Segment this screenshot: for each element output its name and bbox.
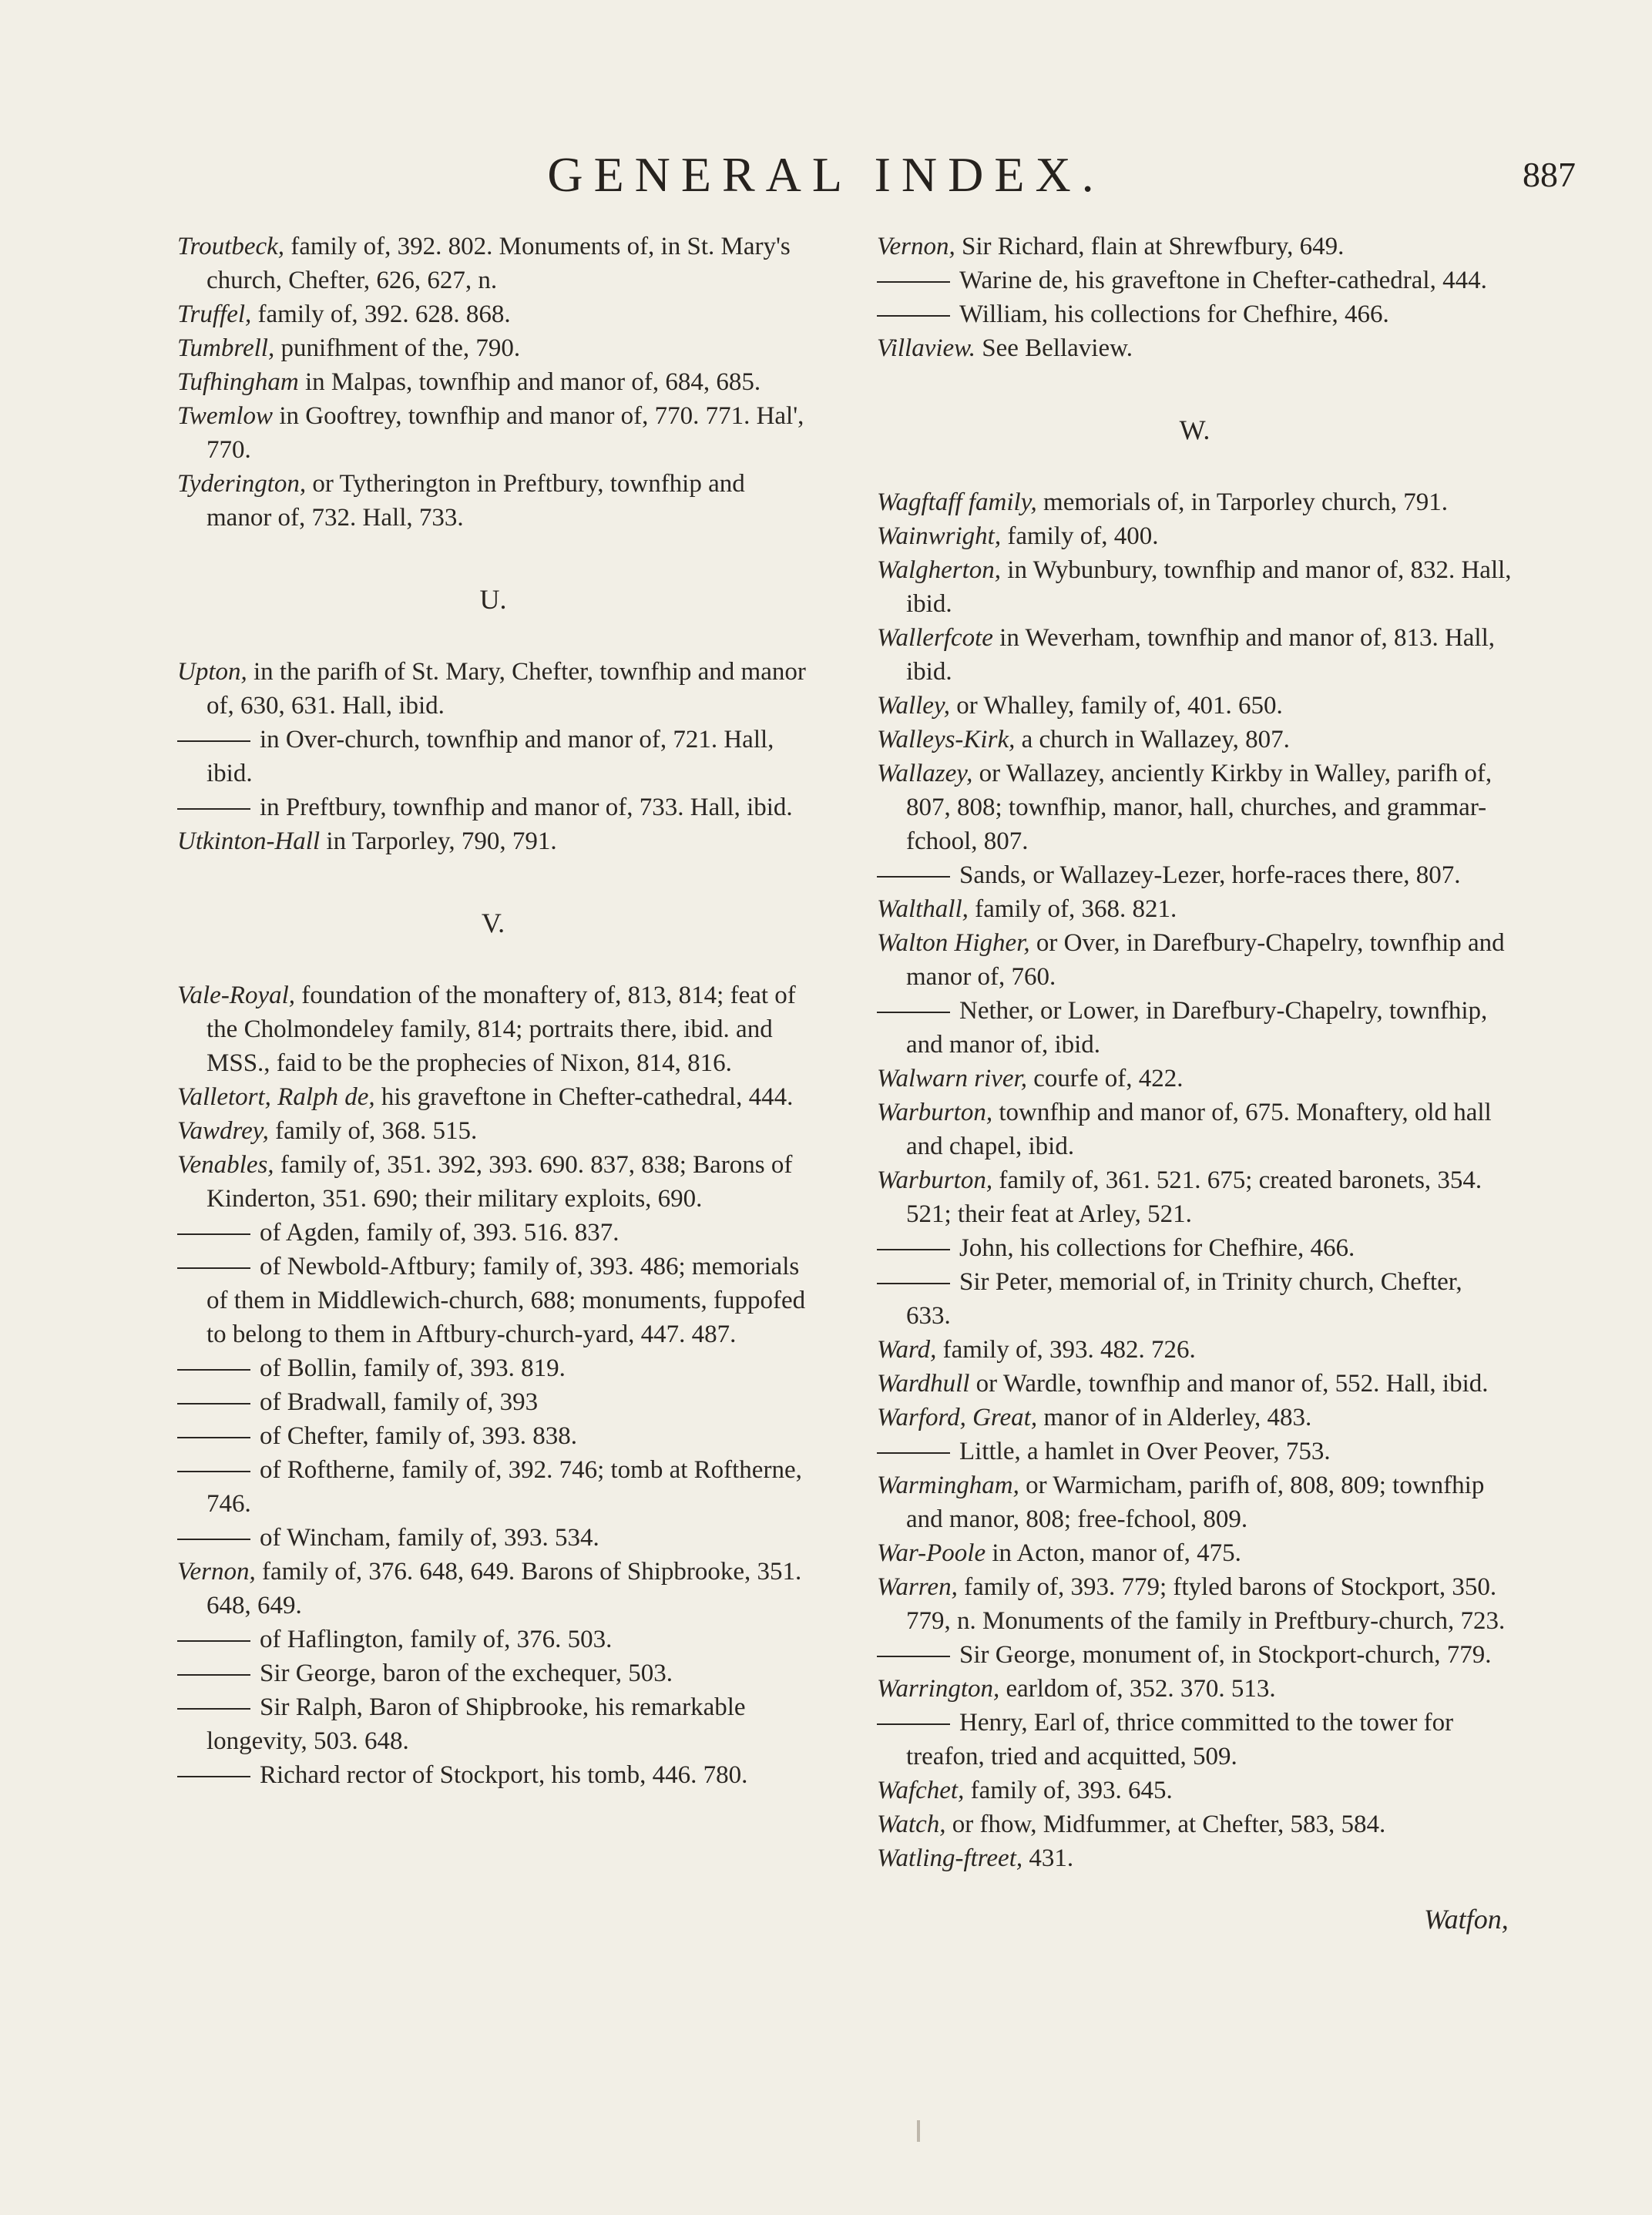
entry-text: or Wallazey, anciently Kirkby in Walley, parifh of, 807, 808; townfhip, manor, hall, churches, and grammar-fchool, 807. xyxy=(906,760,1493,855)
ditto-rule xyxy=(177,1776,250,1777)
ditto-rule xyxy=(177,1403,250,1405)
index-entry xyxy=(877,723,1513,757)
entry-text: in Weverham, townfhip and manor of, 813. Hall, ibid. xyxy=(906,624,1496,686)
index-entry xyxy=(177,230,809,297)
index-subentry xyxy=(877,1435,1513,1468)
subentry-text: Sir George, baron of the exchequer, 503. xyxy=(260,1660,673,1687)
index-entry xyxy=(877,1672,1513,1706)
index-subentry xyxy=(877,1706,1513,1774)
entry-headword: Venables, xyxy=(177,1151,274,1179)
subentry-text: John, his collections for Chefhire, 466. xyxy=(959,1234,1355,1262)
entry-headword: Valletort, Ralph de, xyxy=(177,1083,375,1111)
index-entry xyxy=(177,1080,809,1114)
subentry-text: Henry, Earl of, thrice committed to the tower for treafon, tried and acquitted, 509. xyxy=(906,1709,1454,1770)
entry-headword: Villaview. xyxy=(877,334,975,362)
entry-headword: Vernon, xyxy=(177,1558,256,1586)
entry-text: earldom of, 352. 370. 513. xyxy=(999,1675,1276,1703)
subentry-text: in Preftbury, townfhip and manor of, 733. Hall, ibid. xyxy=(260,794,793,821)
ditto-rule xyxy=(177,740,250,742)
index-subentry xyxy=(177,1385,809,1419)
index-entry xyxy=(177,331,809,365)
entry-text: or Over, in Darefbury-Chapelry, townfhip and manor of, 760. xyxy=(906,929,1505,991)
entry-text: in Gooftrey, townfhip and manor of, 770. 771. Hal', 770. xyxy=(206,402,804,464)
index-subentry xyxy=(177,1351,809,1385)
entry-headword: Warburton, xyxy=(877,1099,993,1126)
subentry-text: Warine de, his graveftone in Chefter-cathedral, 444. xyxy=(959,267,1487,294)
index-entry xyxy=(177,824,809,858)
entry-headword: Utkinton-Hall xyxy=(177,827,321,855)
entry-text: 431. xyxy=(1022,1844,1074,1872)
ditto-rule xyxy=(877,1723,950,1725)
index-entry xyxy=(877,331,1513,365)
entry-text: or Whalley, family of, 401. 650. xyxy=(950,692,1283,720)
entry-text: or Wardle, townfhip and manor of, 552. Hall, ibid. xyxy=(969,1370,1489,1398)
entry-text: a church in Wallazey, 807. xyxy=(1015,726,1290,753)
entry-headword: Vale-Royal, xyxy=(177,982,296,1009)
entry-text: foundation of the monaftery of, 813, 814; feat of the Cholmondeley family, 814; portraits there, ibid. and MSS., faid to be the prophecies of Nixon, 814, 816. xyxy=(206,982,796,1077)
entry-text: family of, 368. 821. xyxy=(968,895,1177,923)
entry-headword: Tufhingham xyxy=(177,368,299,396)
entry-headword: Twemlow xyxy=(177,402,274,430)
index-entry xyxy=(877,1367,1513,1401)
entry-text: family of, 392. 802. Monuments of, in St. Mary's church, Chefter, 626, 627, n. xyxy=(206,233,791,294)
subentry-text: of Haflington, family of, 376. 503. xyxy=(260,1626,613,1653)
index-subentry xyxy=(877,994,1513,1062)
ditto-rule xyxy=(177,1233,250,1235)
entry-text: family of, 392. 628. 868. xyxy=(251,300,511,328)
index-entry xyxy=(877,1096,1513,1163)
index-entry xyxy=(877,1807,1513,1841)
ditto-rule xyxy=(877,1012,950,1013)
index-subentry xyxy=(177,1250,809,1351)
subentry-text: of Roftherne, family of, 392. 746; tomb at Roftherne, 746. xyxy=(206,1456,802,1518)
index-entry xyxy=(177,365,809,399)
index-entry xyxy=(877,1841,1513,1875)
ditto-rule xyxy=(177,1640,250,1642)
index-subentry xyxy=(177,1453,809,1521)
index-column-right xyxy=(877,230,1513,1875)
section-letter: U. xyxy=(479,584,507,615)
entry-headword: Wallerfcote xyxy=(877,624,993,652)
ditto-rule xyxy=(877,315,950,317)
ditto-rule xyxy=(177,1471,250,1472)
entry-text: family of, 393. 482. 726. xyxy=(936,1336,1196,1364)
index-entry xyxy=(877,230,1513,263)
index-subentry xyxy=(877,263,1513,297)
index-entry xyxy=(177,1555,809,1623)
entry-text: family of, 393. 779; ftyled barons of Stockport, 350. 779, n. Monuments of the family in Preftbury-church, 723. xyxy=(906,1573,1506,1635)
entry-headword: Truffel, xyxy=(177,300,252,328)
index-entry xyxy=(877,757,1513,858)
ditto-rule xyxy=(877,1452,950,1454)
entry-headword: Upton, xyxy=(177,658,247,686)
entry-headword: Watch, xyxy=(877,1811,946,1838)
index-subentry xyxy=(177,1623,809,1656)
entry-text: in the parifh of St. Mary, Chefter, townfhip and manor of, 630, 631. Hall, ibid. xyxy=(206,658,806,720)
entry-text: or Tytherington in Preftbury, townfhip and manor of, 732. Hall, 733. xyxy=(206,470,745,532)
running-header: GENERAL INDEX. xyxy=(547,147,1105,202)
entry-text: his graveftone in Chefter-cathedral, 444. xyxy=(374,1083,794,1111)
index-entry xyxy=(877,553,1513,621)
ditto-rule xyxy=(177,1708,250,1710)
entry-headword: Tumbrell, xyxy=(177,334,275,362)
index-entry xyxy=(877,1536,1513,1570)
entry-text: Sir Richard, flain at Shrewfbury, 649. xyxy=(955,233,1345,260)
subentry-text: Little, a hamlet in Over Peover, 753. xyxy=(959,1438,1331,1465)
subentry-text: Richard rector of Stockport, his tomb, 446. 780. xyxy=(260,1761,748,1789)
subentry-text: of Newbold-Aftbury; family of, 393. 486; memorials of them in Middlewich-church, 688; monuments, fuppofed to belong to them in Aftbury-church-yard, 447. 487. xyxy=(206,1253,806,1348)
index-subentry xyxy=(177,1521,809,1555)
entry-text: townfhip and manor of, 675. Monaftery, old hall and chapel, ibid. xyxy=(906,1099,1492,1160)
entry-headword: Troutbeck, xyxy=(177,233,285,260)
ditto-rule xyxy=(177,1267,250,1269)
index-entry xyxy=(877,519,1513,553)
index-entry xyxy=(877,621,1513,689)
subentry-text: of Bradwall, family of, 393 xyxy=(260,1388,539,1416)
subentry-text: of Agden, family of, 393. 516. 837. xyxy=(260,1219,620,1247)
ditto-rule xyxy=(177,808,250,810)
index-subentry xyxy=(877,297,1513,331)
ditto-rule xyxy=(177,1437,250,1438)
section-letter: W. xyxy=(1179,414,1210,445)
subentry-text: of Wincham, family of, 393. 534. xyxy=(260,1524,599,1552)
index-subentry xyxy=(877,858,1513,892)
entry-headword: Watling-ftreet, xyxy=(877,1844,1023,1872)
index-entry xyxy=(177,1114,809,1148)
index-entry xyxy=(177,467,809,535)
index-entry xyxy=(877,1570,1513,1638)
index-entry xyxy=(177,297,809,331)
entry-text: family of, 361. 521. 675; created baronets, 354. 521; their feat at Arley, 521. xyxy=(906,1166,1482,1228)
entry-headword: War-Poole xyxy=(877,1539,986,1567)
page-number: 887 xyxy=(1523,155,1576,194)
entry-text: family of, 368. 515. xyxy=(268,1117,478,1145)
index-subentry xyxy=(177,1758,809,1792)
entry-text: or fhow, Midfummer, at Chefter, 583, 584. xyxy=(945,1811,1386,1838)
subentry-text: Sir George, monument of, in Stockport-church, 779. xyxy=(959,1641,1492,1669)
entry-headword: Warrington, xyxy=(877,1675,1000,1703)
index-entry xyxy=(177,655,809,723)
index-entry xyxy=(877,926,1513,994)
entry-text: in Tarporley, 790, 791. xyxy=(320,827,557,855)
entry-text: See Bellaview. xyxy=(975,334,1133,362)
index-entry xyxy=(877,1163,1513,1231)
entry-text: manor of in Alderley, 483. xyxy=(1037,1404,1312,1431)
entry-text: punifhment of the, 790. xyxy=(274,334,521,362)
entry-text: memorials of, in Tarporley church, 791. xyxy=(1036,488,1448,516)
ditto-rule xyxy=(877,1656,950,1657)
entry-text: family of, 400. xyxy=(1001,522,1159,550)
entry-headword: Warford, Great, xyxy=(877,1404,1038,1431)
subentry-text: Sir Ralph, Baron of Shipbrooke, his remarkable longevity, 503. 648. xyxy=(206,1693,746,1755)
entry-headword: Vawdrey, xyxy=(177,1117,269,1145)
page-blemish xyxy=(917,2120,920,2142)
index-entry xyxy=(877,1401,1513,1435)
ditto-rule xyxy=(877,281,950,283)
index-entry xyxy=(877,1468,1513,1536)
index-entry xyxy=(877,1333,1513,1367)
entry-headword: Vernon, xyxy=(877,233,955,260)
entry-text: in Wybunbury, townfhip and manor of, 832. Hall, ibid. xyxy=(906,556,1512,618)
section-letter: V. xyxy=(481,908,505,938)
index-subentry xyxy=(177,1656,809,1690)
subentry-text: in Over-church, townfhip and manor of, 721. Hall, ibid. xyxy=(206,726,774,787)
entry-text: in Acton, manor of, 475. xyxy=(985,1539,1241,1567)
entry-headword: Tyderington, xyxy=(177,470,307,498)
entry-headword: Wafchet, xyxy=(877,1777,965,1804)
entry-headword: Wainwright, xyxy=(877,522,1002,550)
entry-headword: Walley, xyxy=(877,692,951,720)
entry-headword: Wardhull xyxy=(877,1370,970,1398)
index-entry xyxy=(877,689,1513,723)
index-subentry xyxy=(177,1419,809,1453)
entry-headword: Walton Higher, xyxy=(877,929,1030,957)
entry-text: or Warmicham, parifh of, 808, 809; townfhip and manor, 808; free-fchool, 809. xyxy=(906,1472,1485,1533)
index-entry xyxy=(877,1062,1513,1096)
catchword: Watfon, xyxy=(1424,1904,1509,1935)
subentry-text: of Chefter, family of, 393. 838. xyxy=(260,1422,578,1450)
ditto-rule xyxy=(877,1283,950,1284)
subentry-text: of Bollin, family of, 393. 819. xyxy=(260,1354,566,1382)
entry-headword: Warmingham, xyxy=(877,1472,1019,1499)
ditto-rule xyxy=(877,876,950,878)
entry-text: courfe of, 422. xyxy=(1026,1065,1184,1092)
entry-text: in Malpas, townfhip and manor of, 684, 685. xyxy=(298,368,761,396)
index-subentry xyxy=(177,1216,809,1250)
entry-text: family of, 351. 392, 393. 690. 837, 838; Barons of Kinderton, 351. 690; their military exploits, 690. xyxy=(206,1151,793,1213)
index-subentry xyxy=(877,1265,1513,1333)
entry-text: family of, 393. 645. xyxy=(964,1777,1173,1804)
entry-headword: Walthall, xyxy=(877,895,969,923)
subentry-text: Sands, or Wallazey-Lezer, horfe-races there, 807. xyxy=(959,861,1461,889)
index-entry xyxy=(877,892,1513,926)
index-subentry xyxy=(177,723,809,790)
entry-headword: Wallazey, xyxy=(877,760,973,787)
entry-headword: Walgherton, xyxy=(877,556,1002,584)
entry-headword: Walleys-Kirk, xyxy=(877,726,1016,753)
entry-headword: Warren, xyxy=(877,1573,958,1601)
entry-headword: Wagftaff family, xyxy=(877,488,1037,516)
index-entry xyxy=(177,399,809,467)
index-subentry xyxy=(877,1638,1513,1672)
subentry-text: Nether, or Lower, in Darefbury-Chapelry, townfhip, and manor of, ibid. xyxy=(906,997,1488,1059)
entry-headword: Walwarn river, xyxy=(877,1065,1027,1092)
index-subentry xyxy=(177,790,809,824)
entry-headword: Warburton, xyxy=(877,1166,993,1194)
index-entry xyxy=(877,1774,1513,1807)
entry-headword: Ward, xyxy=(877,1336,937,1364)
index-subentry xyxy=(877,1231,1513,1265)
ditto-rule xyxy=(177,1369,250,1371)
subentry-text: William, his collections for Chefhire, 466. xyxy=(959,300,1389,328)
entry-text: family of, 376. 648, 649. Barons of Shipbrooke, 351. 648, 649. xyxy=(206,1558,802,1619)
index-entry xyxy=(177,978,809,1080)
subentry-text: Sir Peter, memorial of, in Trinity church, Chefter, 633. xyxy=(906,1268,1462,1330)
index-entry xyxy=(177,1148,809,1216)
ditto-rule xyxy=(177,1674,250,1676)
ditto-rule xyxy=(177,1539,250,1540)
ditto-rule xyxy=(877,1249,950,1250)
index-entry xyxy=(877,485,1513,519)
index-column-left xyxy=(177,230,809,1792)
index-subentry xyxy=(177,1690,809,1758)
